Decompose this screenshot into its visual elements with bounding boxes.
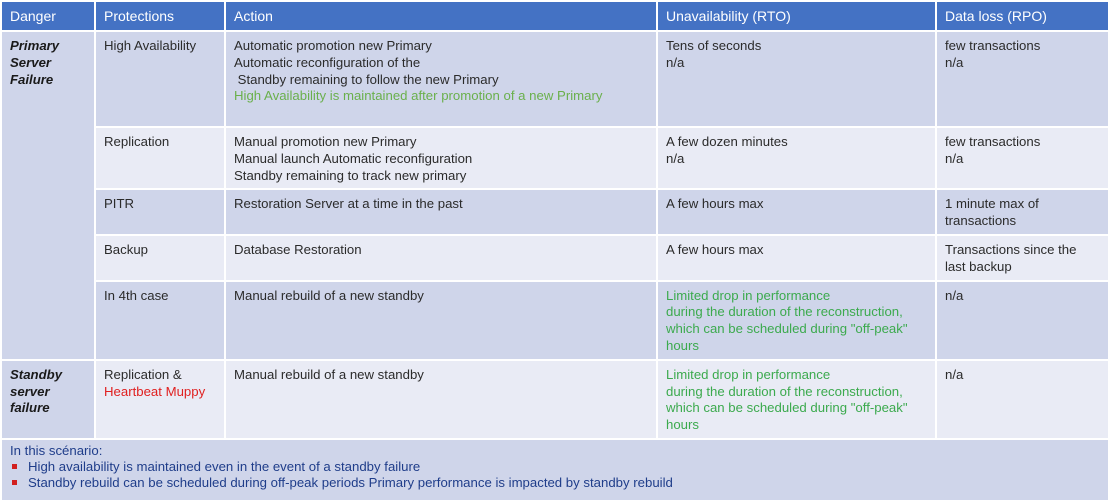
header-protections: Protections [95, 2, 225, 31]
rto-cell: A few hours max [657, 189, 936, 235]
header-danger: Danger [2, 2, 95, 31]
heartbeat-muppy-label: Heartbeat Muppy [104, 383, 206, 399]
summary-bullet: Standby rebuild can be scheduled during off-peak periods Primary performance is impacted by standby rebuild [10, 475, 1100, 491]
protection-cell: High Availability [95, 31, 225, 127]
rto-cell: Limited drop in performance during the duration of the reconstruction, which can be scheduled during "off-peak" hours [657, 360, 936, 438]
protection-cell: PITR [95, 189, 225, 235]
rpo-cell: few transactions n/a [936, 31, 1108, 127]
header-action: Action [225, 2, 657, 31]
table-row [2, 360, 1108, 438]
rto-cell: Limited drop in performance during the duration of the reconstruction, which can be scheduled during "off-peak" hours [657, 281, 936, 360]
comparison-slide [2, 2, 1108, 500]
rpo-cell: few transactions n/a [936, 127, 1108, 189]
danger-primary-server-failure: Primary Server Failure [2, 31, 95, 360]
table-row [2, 189, 1108, 235]
action-cell: Restoration Server at a time in the past [225, 189, 657, 235]
protection-cell: In 4th case [95, 281, 225, 360]
rto-cell: Tens of seconds n/a [657, 31, 936, 127]
header-rto: Unavailability (RTO) [657, 2, 936, 31]
ha-maintained-note: High Availability is maintained after promotion of a new Primary [234, 88, 603, 104]
danger-standby-server-failure: Standby server failure [2, 360, 95, 438]
scenario-heading: In this scénario: [10, 442, 103, 458]
bullet-square-icon [12, 480, 17, 485]
table-row [2, 127, 1108, 189]
rpo-cell: n/a [936, 360, 1108, 438]
header-row [2, 2, 1108, 31]
protection-cell: Replication & Heartbeat Muppy [95, 360, 225, 438]
rpo-cell: 1 minute max of transactions [936, 189, 1108, 235]
action-cell: Database Restoration [225, 235, 657, 281]
table-row [2, 281, 1108, 360]
action-cell: Manual rebuild of a new standby [225, 360, 657, 438]
protection-table [2, 2, 1108, 438]
rto-cell: A few dozen minutes n/a [657, 127, 936, 189]
summary-bullet: High availability is maintained even in the event of a standby failure [10, 459, 1100, 475]
table-row [2, 31, 1108, 127]
scenario-summary [2, 438, 1108, 500]
action-cell: Manual promotion new Primary Manual launch Automatic reconfiguration Standby remaining to track new primary [225, 127, 657, 189]
table-row [2, 235, 1108, 281]
rto-cell: A few hours max [657, 235, 936, 281]
action-cell: Manual rebuild of a new standby [225, 281, 657, 360]
action-cell: Automatic promotion new Primary Automatic reconfiguration of the Standby remaining to follow the new Primary High Availability is maintained after promotion of a new Primary [225, 31, 657, 127]
header-rpo: Data loss (RPO) [936, 2, 1108, 31]
rpo-cell: n/a [936, 281, 1108, 360]
rpo-cell: Transactions since the last backup [936, 235, 1108, 281]
protection-cell: Replication [95, 127, 225, 189]
protection-cell: Backup [95, 235, 225, 281]
bullet-square-icon [12, 464, 17, 469]
